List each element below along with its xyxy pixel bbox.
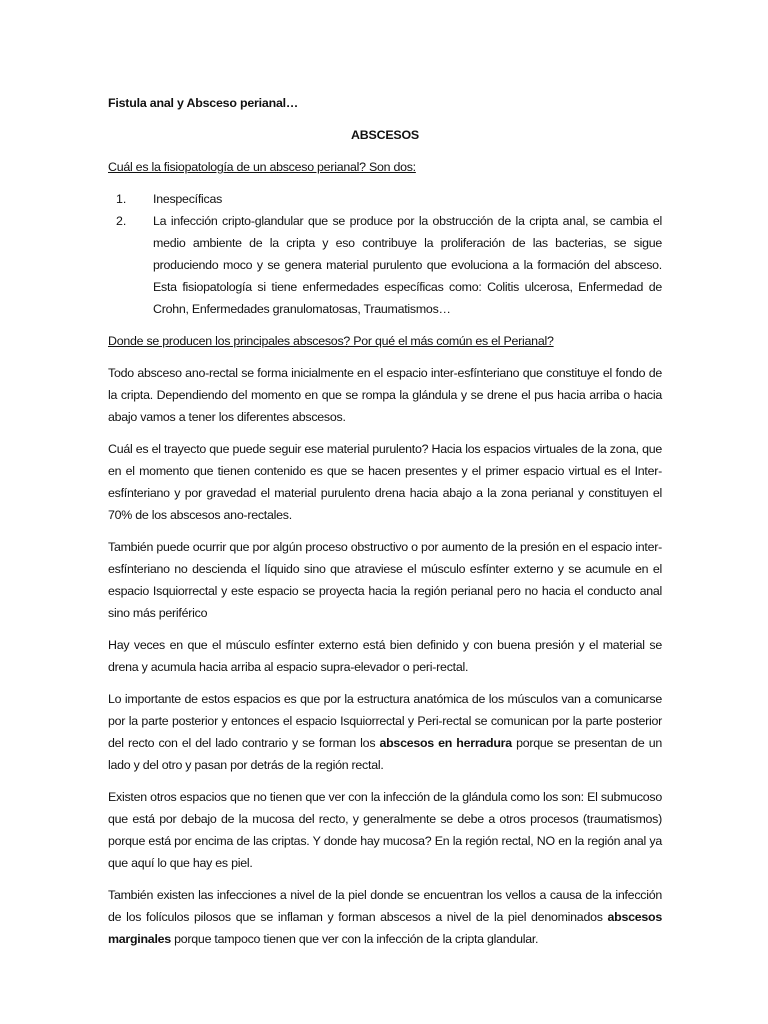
section-heading: ABSCESOS	[351, 128, 419, 142]
paragraph-absceso-anorrectal: Todo absceso ano-rectal se forma inicialmente en el espacio inter-esfínteriano que constituye el fondo de la cripta. Dependiendo del momento en que se rompa la glándula y se drene el pus hacia arriba o hacia abajo vamos a tener los diferentes abscesos.	[108, 366, 662, 424]
paragraph-submucoso: Existen otros espacios que no tienen que ver con la infección de la glándula como los son: El submucoso que está por debajo de la mucosa del recto, y generalmente se debe a otros procesos (traumatismos) porque está por encima de las criptas. Y donde hay mucosa? En la región rectal, NO en la región anal ya que aquí lo que hay es piel.	[108, 790, 662, 870]
list-item	[108, 188, 662, 210]
list-item-number: 1.	[116, 192, 127, 206]
bold-term-herradura: abscesos en herradura	[379, 736, 512, 750]
paragraph-trayecto: Cuál es el trayecto que puede seguir ese material purulento? Hacia los espacios virtuales de la zona, que en el momento que tienen contenido es que se hacen presentes y el primer espacio virtual es el Inter-esfínteriano y por gravedad el material purulento drena hacia abajo a la zona perianal y constituyen el 70% de los abscesos ano-rectales.	[108, 442, 662, 522]
paragraph-isquiorrectal: También puede ocurrir que por algún proceso obstructivo o por aumento de la presión en el espacio inter-esfínteriano no descienda el líquido sino que atraviese el músculo esfínter externo y se acumule en el espacio Isquiorrectal y este espacio se proyecta hacia la región perianal pero no hacia el conducto anal sino más periférico	[108, 540, 662, 620]
bold-term-marginales: abscesos marginales	[108, 910, 662, 946]
document-title: Fistula anal y Absceso perianal…	[108, 96, 299, 110]
paragraph-text: También existen las infecciones a nivel de la piel donde se encuentran los vellos a causa de la infección de los folículos pilosos que se inflaman y forman abscesos a nivel de la piel denominados	[108, 888, 662, 924]
question-fisiopatologia: Cuál es la fisiopatología de un absceso perianal? Son dos:	[108, 160, 416, 174]
list-item-text: Inespecíficas	[153, 192, 223, 206]
paragraph-herradura	[108, 688, 662, 776]
question-abscesos: Donde se producen los principales abscesos? Por qué el más común es el Perianal?	[108, 334, 554, 348]
list-item-number: 2.	[116, 214, 127, 228]
list-item-text: La infección cripto-glandular que se produce por la obstrucción de la cripta anal, se cambia el medio ambiente de la cripta y eso contribuye la proliferación de las bacterias, se sigue produciendo moco y se genera material purulento que evoluciona a la formación del absceso. Esta fisiopatología si tiene enfermedades específicas como: Colitis ulcerosa, Enfermedad de Crohn, Enfermedades granulomatosas, Traumatismos…	[153, 214, 662, 316]
numbered-list	[108, 188, 662, 320]
paragraph-marginales	[108, 884, 662, 950]
paragraph-supra-elevador: Hay veces en que el músculo esfínter externo está bien definido y con buena presión y el material se drena y acumula hacia arriba al espacio supra-elevador o peri-rectal.	[108, 638, 662, 674]
list-item	[108, 210, 662, 320]
document-body	[108, 92, 662, 950]
paragraph-text: porque se presentan de un lado y del otro y pasan por detrás de la región rectal.	[108, 736, 662, 772]
paragraph-text: Lo importante de estos espacios es que por la estructura anatómica de los músculos van a comunicarse por la parte posterior y entonces el espacio Isquiorrectal y Peri-rectal se comunican por la parte posterior del recto con el del lado contrario y se forman los	[108, 692, 662, 750]
paragraph-text: porque tampoco tienen que ver con la infección de la cripta glandular.	[170, 932, 539, 946]
